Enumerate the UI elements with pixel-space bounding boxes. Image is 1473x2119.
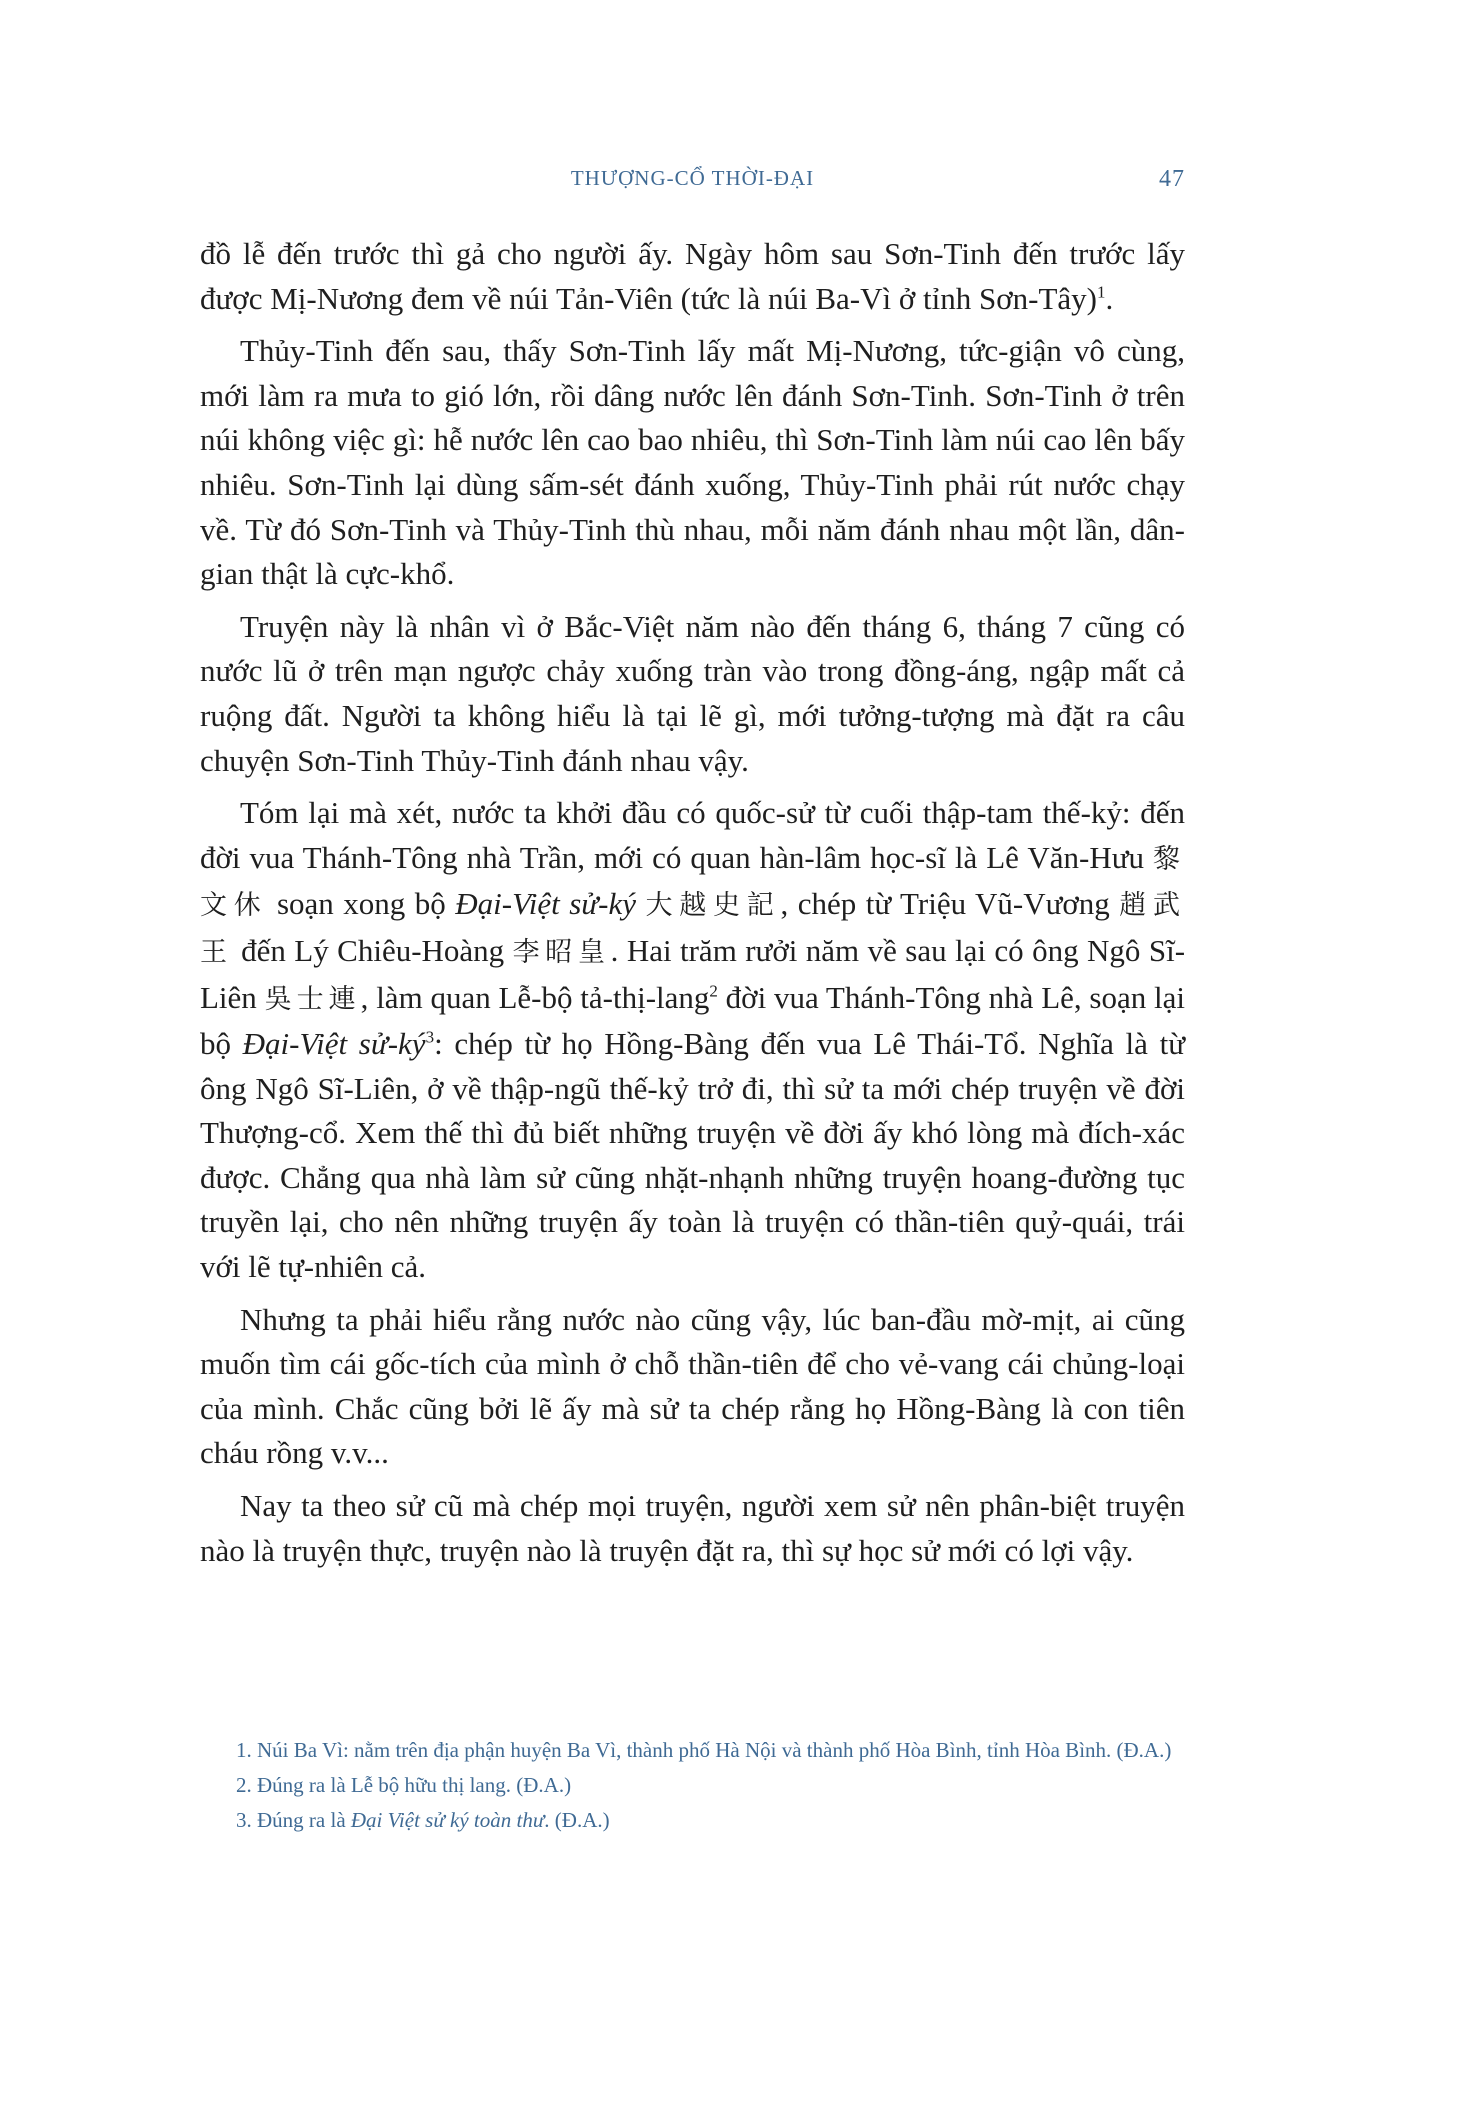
- body-text: [200, 232, 1185, 1573]
- footnote-ref-3: 3: [425, 1027, 435, 1047]
- p4-text-6: . Hai trăm rưởi năm về sau lại có ông Ngô Sĩ-Liên: [200, 932, 1186, 1015]
- paragraph-6: Nay ta theo sử cũ mà chép mọi truyện, người xem sử nên phân-biệt truyện nào là truyện thực, truyện nào là truyện đặt ra, thì sự học sử mới có lợi vậy.: [200, 1488, 1185, 1568]
- page-number: 47: [1159, 166, 1185, 192]
- p4-text-7: , làm quan Lễ-bộ tả-thị-lang: [360, 979, 710, 1015]
- p4-text-3: [636, 886, 646, 921]
- paragraph-2: Thủy-Tinh đến sau, thấy Sơn-Tinh lấy mất Mị-Nương, tức-giận vô cùng, mới làm ra mưa to gió lớn, rồi dâng nước lên đánh Sơn-Tinh. Sơn-Tinh ở trên núi không việc gì: hễ nước lên cao bao nhiêu, thì Sơn-Tinh làm núi cao lên bấy nhiêu. Sơn-Tinh lại dùng sấm-sét đánh xuống, Thủy-Tinh phải rút nước chạy về. Từ đó Sơn-Tinh và Thủy-Tinh thù nhau, mỗi năm đánh nhau một lần, dân-gian thật là cực-khổ.: [200, 333, 1185, 592]
- han-name-trieu-vu-vuong: 趙武王: [200, 890, 1186, 968]
- footnote-2: 2. Đúng ra là Lễ bộ hữu thị lang. (Đ.A.): [236, 1773, 572, 1797]
- p4-text-8: đời vua Thánh-Tông nhà Lê, soạn lại bộ: [200, 979, 1185, 1062]
- paragraph-3: Truyện này là nhân vì ở Bắc-Việt năm nào đến tháng 6, tháng 7 cũng có nước lũ ở trên mạn ngược chảy xuống tràn vào trong đồng-áng, ngập mất cả ruộng đất. Người ta không hiểu là tại lẽ gì, mới tưởng-tượng mà đặt ra câu chuyện Sơn-Tinh Thủy-Tinh đánh nhau vậy.: [200, 608, 1185, 778]
- han-name-le-van-huu: 黎文休: [200, 843, 1185, 922]
- p4-text-2: soạn xong bộ: [267, 886, 456, 922]
- paragraph-1: [200, 232, 1185, 321]
- footnote-3-post: . (Đ.A.): [544, 1808, 610, 1832]
- footnote-3: [200, 1806, 1185, 1835]
- running-header: [200, 166, 1185, 206]
- han-book-title: 大越史記: [645, 890, 781, 922]
- p4-text-9: : chép từ họ Hồng-Bàng đến vua Lê Thái-Tổ. Nghĩa là từ ông Ngô Sĩ-Liên, ở về thập-ngũ thế-kỷ trở đi, thì sử ta mới chép truyện về đời Thượng-cổ. Xem thế thì đủ biết những truyện về đời ấy khó lòng mà đích-xác được. Chẳng qua nhà làm sử cũng nhặt-nhạnh những truyện hoang-đường tục truyền lại, cho nên những truyện ấy toàn là truyện có thần-tiên quỷ-quái, trái với lẽ tự-nhiên cả.: [200, 1026, 1185, 1285]
- footnotes: [200, 1736, 1185, 1841]
- paragraph-4: [200, 791, 1185, 1290]
- footnote-ref-1: 1: [1096, 282, 1106, 302]
- footnote-3-pre: 3. Đúng ra là: [236, 1808, 351, 1832]
- book-title-dai-viet-su-ky: Đại-Việt sử-ký: [455, 886, 637, 922]
- footnote-ref-2: 2: [709, 981, 718, 1001]
- paragraph-1-text: đồ lễ đến trước thì gả cho người ấy. Ngày hôm sau Sơn-Tinh đến trước lấy được Mị-Nương đem về núi Tản-Viên (tức là núi Ba-Vì ở tỉnh Sơn-Tây): [200, 236, 1185, 316]
- footnote-3-title: Đại Việt sử ký toàn thư: [350, 1808, 545, 1832]
- han-name-ly-chieu-hoang: 李昭皇: [512, 936, 611, 968]
- running-title: THƯỢNG-CỔ THỜI-ĐẠI: [570, 166, 815, 190]
- p4-text-4: , chép từ Triệu Vũ-Vương: [780, 886, 1120, 922]
- p4-text-5: đến Lý Chiêu-Hoàng: [232, 932, 513, 968]
- paragraph-1-end: .: [1105, 280, 1114, 316]
- han-name-ngo-si-lien: 吳士連: [264, 983, 361, 1015]
- p4-text-1: Tóm lại mà xét, nước ta khởi đầu có quốc-sử từ cuối thập-tam thế-kỷ: đến đời vua Thánh-Tông nhà Trần, mới có quan hàn-lâm học-sĩ là Lê Văn-Hưu: [200, 795, 1185, 875]
- book-title-dai-viet-su-ky-2: Đại-Việt sử-ký: [242, 1026, 426, 1062]
- footnote-1: 1. Núi Ba Vì: nằm trên địa phận huyện Ba Vì, thành phố Hà Nội và thành phố Hòa Bình, tỉnh Hòa Bình. (Đ.A.): [236, 1738, 1172, 1762]
- paragraph-5: Nhưng ta phải hiểu rằng nước nào cũng vậy, lúc ban-đầu mờ-mịt, ai cũng muốn tìm cái gốc-tích của mình ở chỗ thần-tiên để cho vẻ-vang cái chủng-loại của mình. Chắc cũng bởi lẽ ấy mà sử ta chép rằng họ Hồng-Bàng là con tiên cháu rồng v.v...: [200, 1301, 1185, 1471]
